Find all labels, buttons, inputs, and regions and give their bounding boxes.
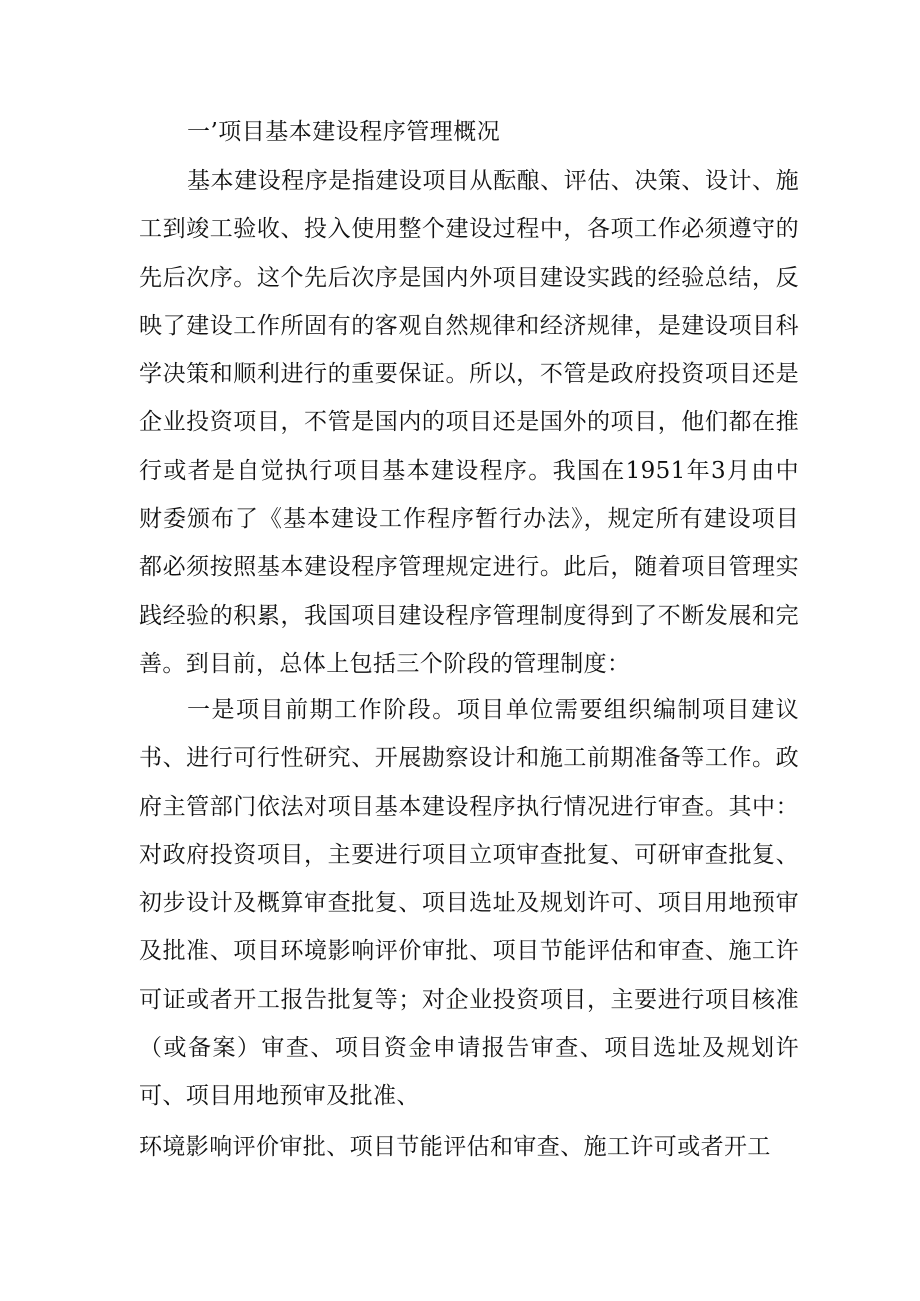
paragraph-overview: 基本建设程序是指建设项目从酝酿、评估、决策、设计、施工到竣工验收、投入使用整个建设过程中，各项工作必须遵守的先后次序。这个先后次序是国内外项目建设实践的经验总结，反映了建设工作所固有的客观自然规律和经济规律，是建设项目科学决策和顺利进行的重要保证。所以，不管是政府投资项目还是企业投资项目，不管是国内的项目还是国外的项目，他们都在推行或者是自觉执行项目基本建设程序。我国在1951年3月由中财委颁布了《基本建设工作程序暂行办法》，规定所有建设项目都必须按照基本建设程序管理规定进行。此后，随着项目管理实践经验的积累，我国项目建设程序管理制度得到了不断发展和完善。到目前，总体上包括三个阶段的管理制度：	[139, 168, 799, 677]
continuation-line: 环境影响评价审批、项目节能评估和审查、施工许可或者开工	[139, 1134, 771, 1160]
paragraph-preliminary-stage: 一是项目前期工作阶段。项目单位需要组织编制项目建议书、进行可行性研究、开展勘察设计和施工前期准备等工作。政府主管部门依法对项目基本建设程序执行情况进行审查。其中：对政府投资项目，主要进行项目立项审查批复、可研审查批复、初步设计及概算审查批复、项目选址及规划许可、项目用地预审及批准、项目环境影响评价审批、项目节能评估和审查、施工许可证或者开工报告批复等；对企业投资项目，主要进行项目核准（或备案）审查、项目资金申请报告审查、项目选址及规划许可、项目用地预审及批准、	[139, 697, 799, 1110]
section-heading: 一’项目基本建设程序管理概况	[187, 119, 501, 145]
